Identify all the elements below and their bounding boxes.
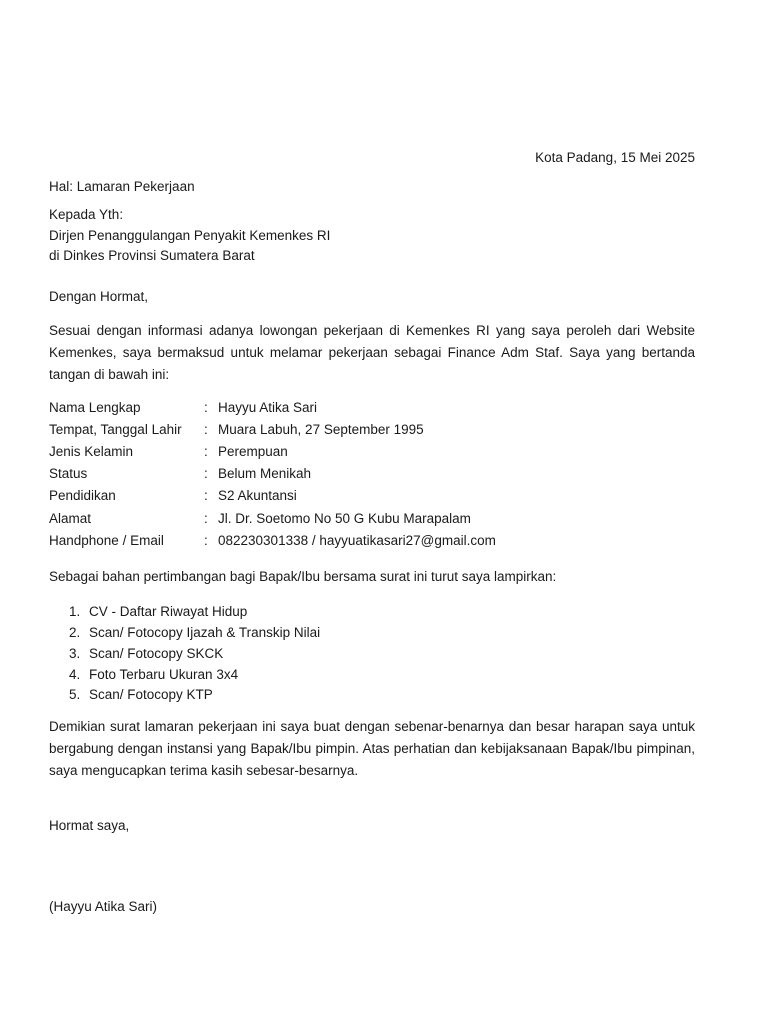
recipient-line-2: di Dinkes Provinsi Sumatera Barat xyxy=(49,248,255,263)
place-date: Kota Padang, 15 Mei 2025 xyxy=(535,150,695,165)
list-item-number: 3. xyxy=(69,646,81,661)
list-item xyxy=(69,643,223,665)
row-colon: : xyxy=(204,422,208,437)
list-item-text: CV - Daftar Riwayat Hidup xyxy=(89,604,248,619)
row-colon: : xyxy=(204,488,208,503)
recipient-line-1: Dirjen Penanggulangan Penyakit Kemenkes RI xyxy=(49,228,331,243)
row-label: Pendidikan xyxy=(49,488,116,503)
row-label: Nama Lengkap xyxy=(49,400,141,415)
row-value: Belum Menikah xyxy=(218,466,312,481)
regards: Hormat saya, xyxy=(49,818,130,833)
closing-paragraph: Demikian surat lamaran pekerjaan ini saya buat dengan sebenar-benarnya dan besar harapan saya untuk bergabung dengan instansi yang Bapak/Ibu pimpin. Atas perhatian dan kebijaksanaan Bapak/Ibu pimpinan, saya mengucapkan terima kasih sebesar-besarnya. xyxy=(49,719,695,778)
row-colon: : xyxy=(204,466,208,481)
subject-line: Hal: Lamaran Pekerjaan xyxy=(49,179,195,194)
row-label: Jenis Kelamin xyxy=(49,444,134,459)
intro-paragraph: Sesuai dengan informasi adanya lowongan pekerjaan di Kemenkes RI yang saya peroleh dari Website Kemenkes, saya bermaksud untuk melamar pekerjaan sebagai Finance Adm Staf. Saya yang bertanda tangan di bawah ini: xyxy=(49,323,695,382)
row-value: 082230301338 / hayyuatikasari27@gmail.com xyxy=(218,533,496,548)
list-item-text: Foto Terbaru Ukuran 3x4 xyxy=(89,667,239,682)
attachments-intro: Sebagai bahan pertimbangan bagi Bapak/Ibu bersama surat ini turut saya lampirkan: xyxy=(49,569,557,584)
list-item-number: 2. xyxy=(69,625,81,640)
signature-name: (Hayyu Atika Sari) xyxy=(49,899,158,914)
row-colon: : xyxy=(204,511,208,526)
list-item-number: 5. xyxy=(69,687,81,702)
list-item xyxy=(69,601,247,623)
list-item-text: Scan/ Fotocopy SKCK xyxy=(89,646,224,661)
row-value: Hayyu Atika Sari xyxy=(218,400,318,415)
row-colon: : xyxy=(204,444,208,459)
list-item-number: 1. xyxy=(69,604,81,619)
row-label: Status xyxy=(49,466,88,481)
row-label: Handphone / Email xyxy=(49,533,164,548)
row-value: S2 Akuntansi xyxy=(218,488,297,503)
list-item xyxy=(69,622,320,644)
row-value: Muara Labuh, 27 September 1995 xyxy=(218,422,424,437)
row-label: Tempat, Tanggal Lahir xyxy=(49,422,182,437)
row-label: Alamat xyxy=(49,511,92,526)
salutation: Dengan Hormat, xyxy=(49,289,149,304)
row-value: Perempuan xyxy=(218,444,288,459)
row-colon: : xyxy=(204,533,208,548)
list-item-text: Scan/ Fotocopy KTP xyxy=(89,687,213,702)
list-item xyxy=(69,664,238,686)
row-value: Jl. Dr. Soetomo No 50 G Kubu Marapalam xyxy=(218,511,471,526)
list-item xyxy=(69,684,213,706)
list-item-number: 4. xyxy=(69,667,81,682)
list-item-text: Scan/ Fotocopy Ijazah & Transkip Nilai xyxy=(89,625,321,640)
row-colon: : xyxy=(204,400,208,415)
recipient-greeting: Kepada Yth: xyxy=(49,207,124,222)
